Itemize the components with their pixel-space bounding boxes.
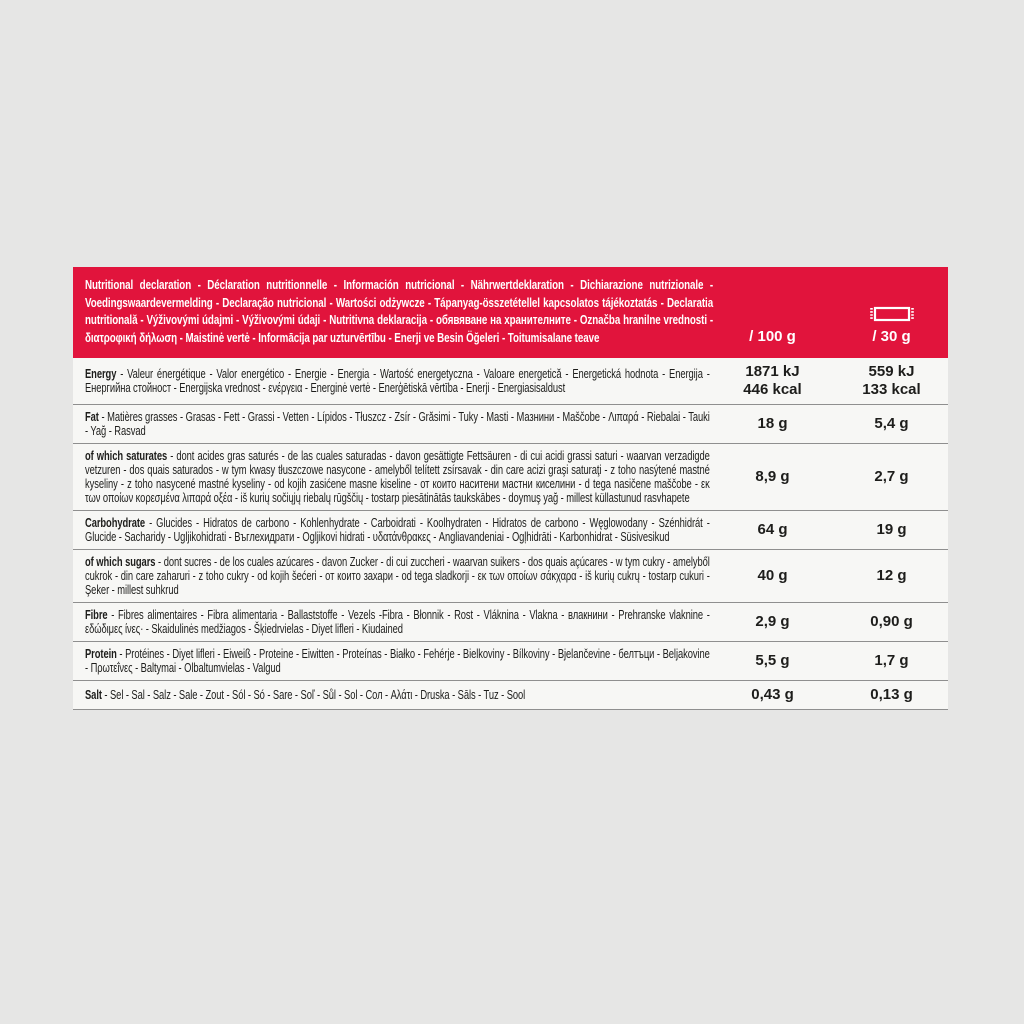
nutrient-name: Carbohydrate — [85, 516, 146, 530]
value-per-100g: 0,43 g — [751, 686, 794, 703]
value-per-30g: 12 g — [876, 567, 907, 584]
nutrient-name: Salt — [85, 688, 102, 702]
nutrient-label — [85, 608, 710, 636]
column-header-per-100g: / 100 g — [749, 328, 796, 345]
nutrient-row-fibre — [73, 603, 948, 642]
value-per-100g: 2,9 g — [755, 613, 790, 630]
bar-wrapper-icon — [868, 305, 916, 323]
nutrient-name: of which sugars — [85, 555, 156, 569]
column-header-per-30g-label: / 30 g — [872, 328, 911, 345]
nutrient-label — [85, 555, 710, 597]
nutrient-translations: - Matières grasses - Grasas - Fett - Grassi - Vetten - Lípidos - Tłuszcz - Zsír - Grăsimi - Tuky - Masti - Мазнини - Maščobe - Λιπαρά - Riebalai - Tauki - Yağ - Rasvad — [85, 410, 710, 438]
nutrient-translations: - Sel - Sal - Salz - Sale - Zout - Sól - Só - Sare - Soľ - Sůl - Sol - Сол - Αλάτι - Druska - Sāls - Tuz - Sool — [101, 688, 526, 702]
nutrient-name: of which saturates — [85, 449, 168, 463]
nutrition-declaration-table — [73, 267, 948, 710]
nutrient-label — [85, 367, 710, 395]
nutrient-name: Energy — [85, 367, 117, 381]
value-per-100g: 8,9 g — [755, 468, 790, 485]
nutrient-row-carbohydrate — [73, 511, 948, 550]
nutrient-row-fat — [73, 405, 948, 444]
value-per-30g: 19 g — [876, 521, 907, 538]
nutrient-translations: - Glucides - Hidratos de carbono - Kohlenhydrate - Carboidrati - Koolhydraten - Hidratos de carbono - Węglowodany - Szénhidrát - Glucide - Sacharidy - Ugljikohidrati - Въглехидрати - Ogljikovi hidrati - υδατάνθρακες - Angliavandeniai - Ogļhidrāti - Karbonhidrat - Süsivesikud — [85, 516, 710, 544]
nutrient-label — [85, 516, 710, 544]
column-header-per-30g — [835, 305, 948, 345]
value-per-100g: 18 g — [757, 415, 788, 432]
value-per-100g: 1871 kJ 446 kcal — [743, 363, 802, 398]
nutrient-label — [85, 410, 710, 438]
value-per-30g: 2,7 g — [874, 468, 909, 485]
nutrient-name: Fat — [85, 410, 99, 424]
nutrient-row-energy — [73, 358, 948, 405]
nutrient-row-sugars — [73, 550, 948, 603]
nutritional-declaration-title: Nutritional declaration - Déclaration nutritionnelle - Información nutricional - Nährwertdeklaration - Dichiarazione nutrizionale - Voedingswaardevermelding - Declaração nutricional - Wartości odżywcze - Tápanyag-összetétellel kapcsolatos tájékoztatás - Declaratia nutritională - Výživovými údajmi - Výživovými údaji - Nutritivna deklaracija - обявяване на хранителните - Označba hranilne vrednosti - διατροφική δήλωση - Maistinė vertė - Informācija par uzturvērtību - Enerji ve Besin Öğeleri - Toitumisalane teave — [85, 277, 714, 345]
nutrient-translations: - Valeur énergétique - Valor energético - Energie - Energia - Wartość energetyczna - Valoare energetică - Energetická hodnota - Energija - Енергийна стойност - Energijska vrednost - ενέργεια - Energinė vertė - Enerģētiskā vērtība - Enerji - Energiasisaldust — [85, 367, 710, 395]
value-per-100g: 40 g — [757, 567, 788, 584]
nutrient-label — [85, 647, 710, 675]
nutrient-translations: - Protéines - Diyet lifleri - Eiweiß - Proteine - Eiwitten - Proteínas - Białko - Fehérje - Bielkoviny - Bílkoviny - Bjelančevine - белтъци - Beljakovine - Πρωτεΐνες - Baltymai - Olbaltumvielas - Valgud — [85, 647, 710, 675]
value-per-30g: 0,13 g — [870, 686, 913, 703]
nutrient-name: Fibre — [85, 608, 108, 622]
nutrient-translations: - dont acides gras saturés - de las cuales saturadas - davon gesättigte Fettsäuren - di cui acidi grassi saturi - waarvan verzadigde vetzuren - dos quais saturados - w tym kwasy tłuszczowe nasycone - amelyből telített zsírsavak - din care acizi graşi saturaţi - z toho nasýtené mastné kyseliny - z toho nasycené mastné kyseliny - od kojih zasićene masne kiseline - от които наситени мастни киселини - d tega nasičene maščobe - εκ των οποίων κορεσμένα λιπαρά οξέα - iš kurių sočiųjų riebalų rūgščių - tostarp piesātinātās taukskābes - doymuş yağ - millest küllastunud rasvhapete — [85, 449, 710, 505]
value-per-30g: 5,4 g — [874, 415, 909, 432]
nutrient-label — [85, 688, 710, 702]
value-per-100g: 5,5 g — [755, 652, 790, 669]
value-per-30g: 1,7 g — [874, 652, 909, 669]
nutrient-row-salt — [73, 681, 948, 710]
table-header — [73, 267, 948, 358]
nutrient-row-saturates — [73, 444, 948, 511]
nutrient-translations: - Fibres alimentaires - Fibra alimentaria - Ballaststoffe - Vezels -Fibra - Błonnik - Rost - Vláknina - Vlakna - влакнини - Prehranske vlaknine - εδώδιμες ίνες· - Skaidulinės medžiagos - Šķiedrvielas - Diyet lifleri - Kiudained — [85, 608, 710, 636]
nutrient-row-protein — [73, 642, 948, 681]
header-text-area — [85, 276, 713, 346]
value-per-30g: 0,90 g — [870, 613, 913, 630]
nutrient-label — [85, 449, 710, 505]
value-per-100g: 64 g — [757, 521, 788, 538]
nutrient-translations: - dont sucres - de los cuales azúcares - davon Zucker - di cui zuccheri - waarvan suikers - dos quais açúcares - w tym cukry - amelyből cukrok - din care zaharuri - z toho cukry - od kojih šećeri - от които захари - od tega sladkorji - εκ των οποίων σάκχαρα - iš kurių cukrų - tostarp cukuri - Şeker - millest suhkrud — [85, 555, 710, 597]
value-per-30g: 559 kJ 133 kcal — [862, 363, 921, 398]
nutrient-name: Protein — [85, 647, 117, 661]
